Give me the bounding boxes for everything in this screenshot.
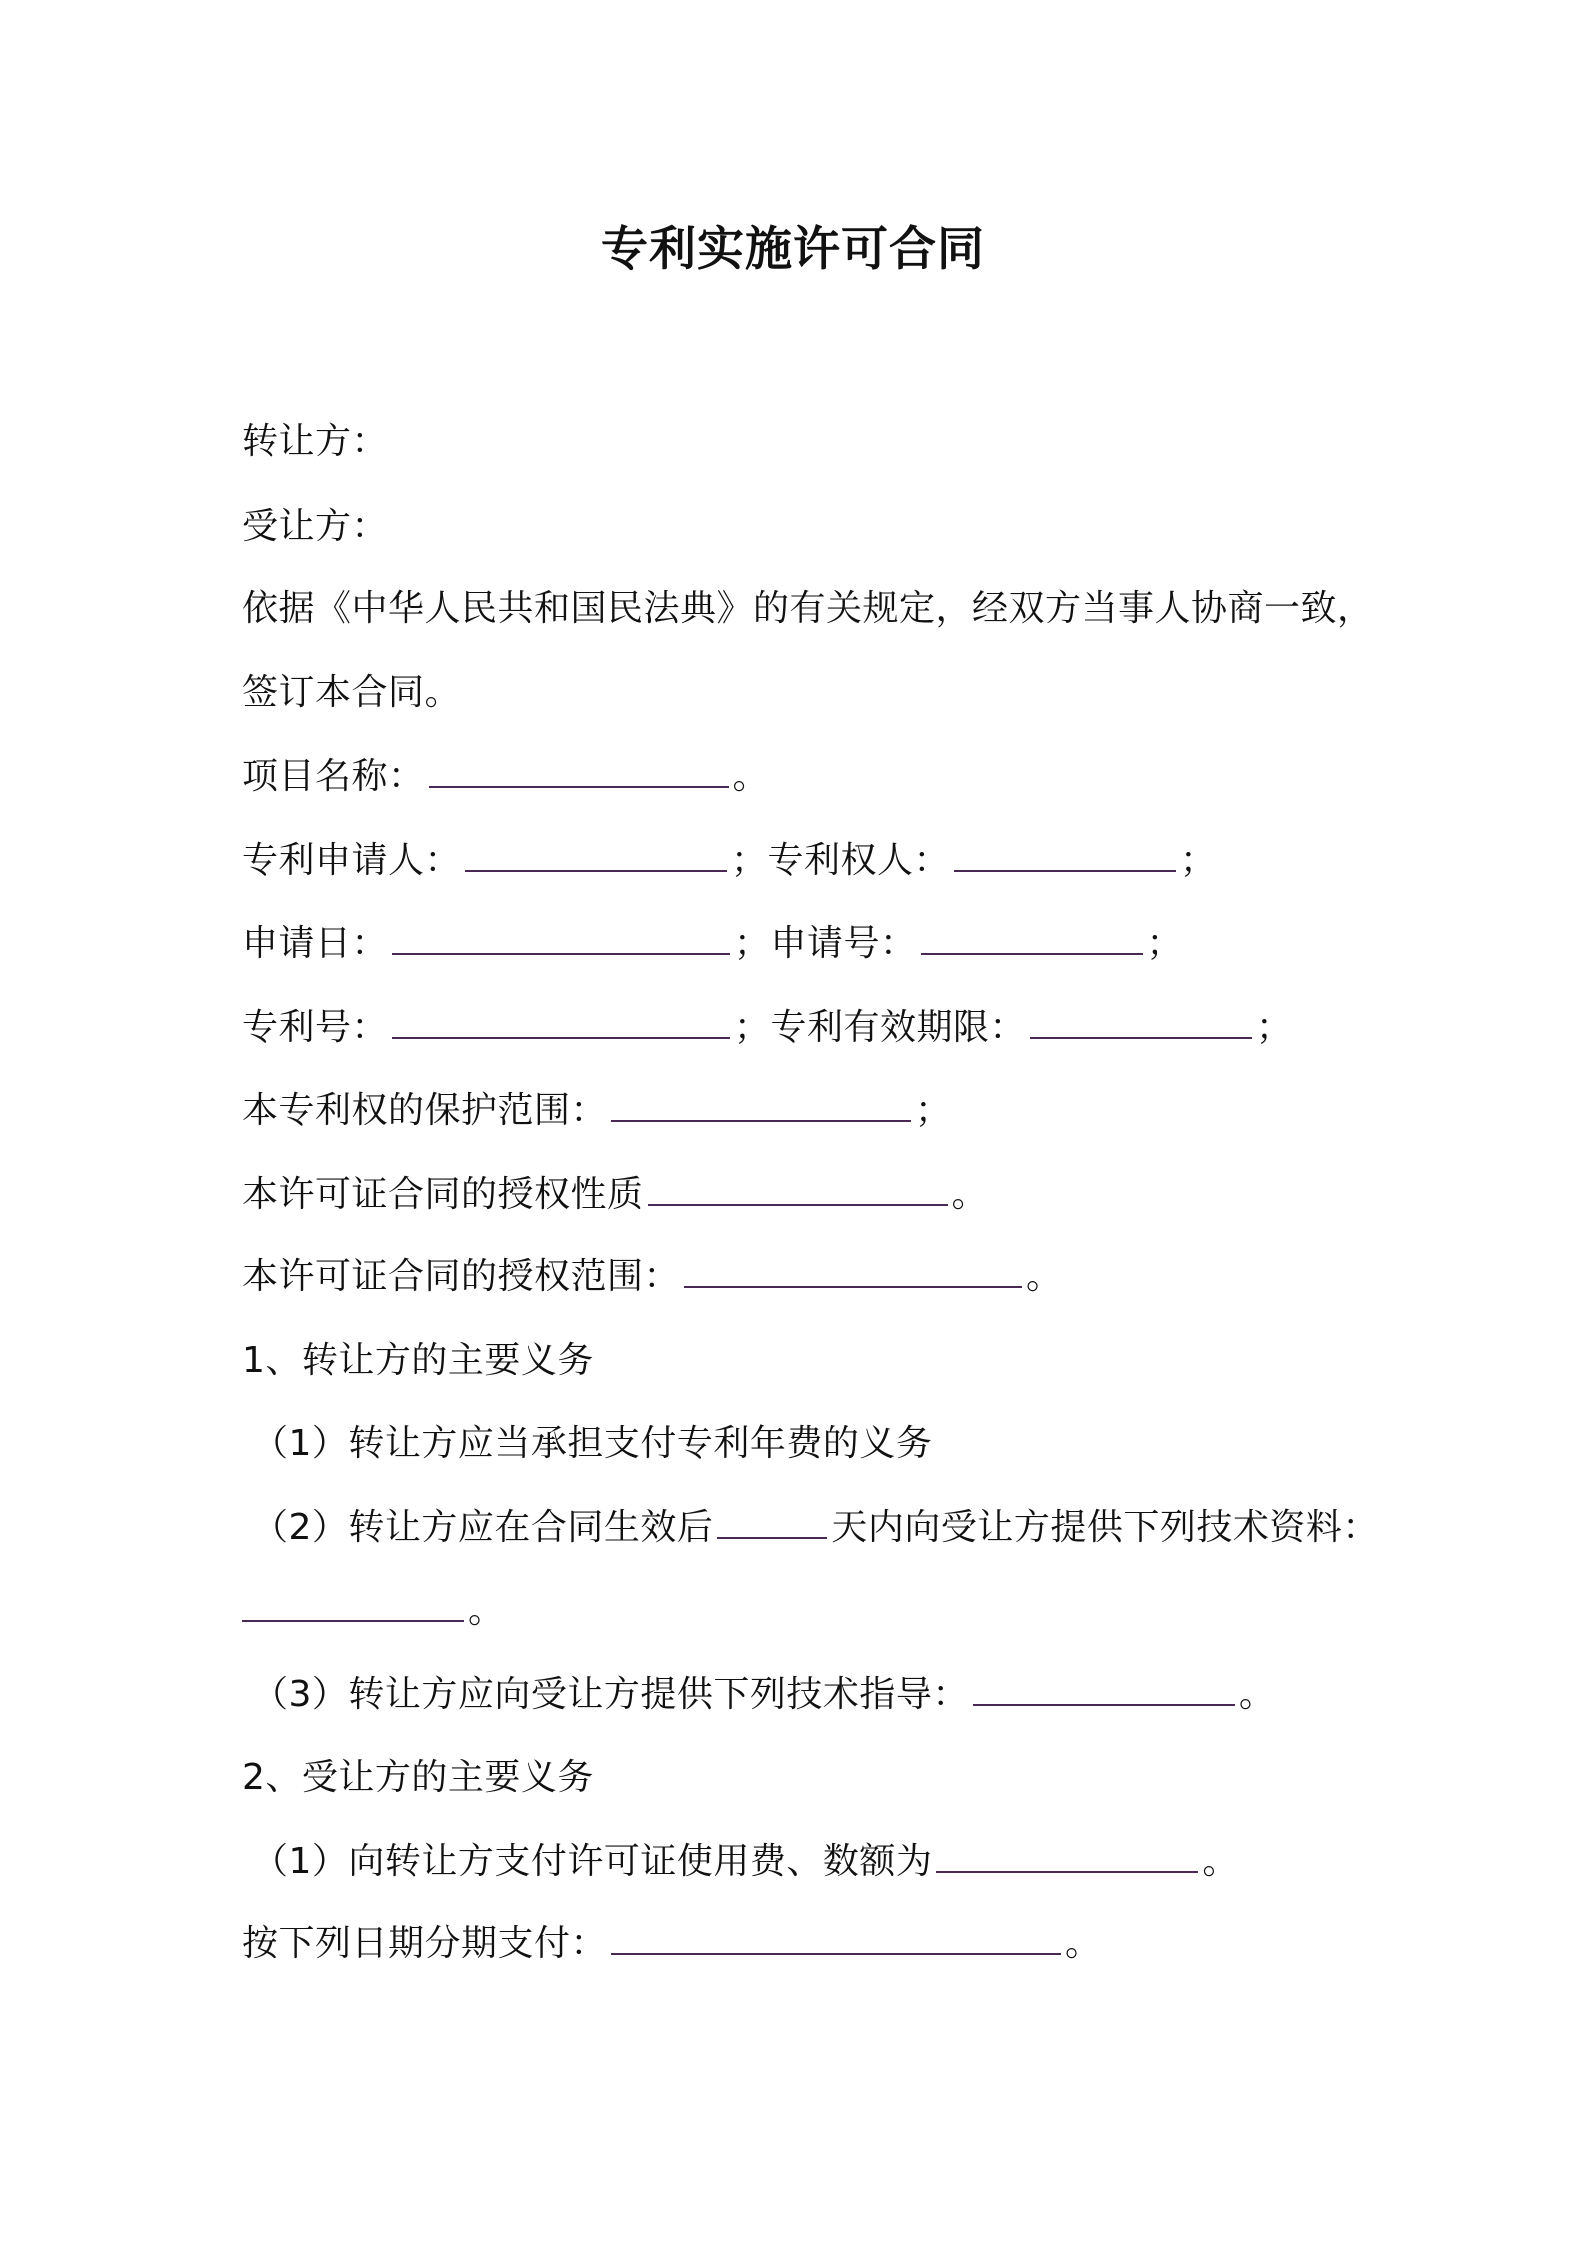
patentee-blank[interactable] — [954, 866, 1176, 872]
validity-label: ；专利有效期限： — [734, 1007, 1027, 1048]
section-1-heading — [242, 1337, 594, 1385]
protection-scope-blank[interactable] — [611, 1116, 911, 1122]
protection-scope-end: ； — [915, 1090, 952, 1131]
protection-scope-label: 本专利权的保护范围： — [242, 1090, 608, 1131]
item-1-1-text: （1）转让方应当承担支付专利年费的义务 — [252, 1423, 933, 1464]
patent-number-label: 专利号： — [242, 1007, 389, 1048]
project-name-blank[interactable] — [429, 782, 729, 788]
transferee-line — [242, 503, 388, 551]
project-name-label: 项目名称： — [242, 756, 425, 797]
transferee-label: 受让方： — [242, 506, 389, 547]
item-1-2-rest: 天内向受让方提供下列技术资料： — [831, 1507, 1379, 1548]
license-nature-end: 。 — [951, 1174, 989, 1215]
item-2-1-label: （1）向转让方支付许可证使用费、数额为 — [252, 1841, 933, 1882]
license-scope-end: 。 — [1026, 1256, 1063, 1297]
patentee-label: ；专利权人： — [731, 840, 951, 881]
license-scope-line — [242, 1253, 1063, 1301]
item-2-1-end: 。 — [1202, 1841, 1239, 1882]
installment-end: 。 — [1065, 1923, 1102, 1964]
license-nature-line — [242, 1171, 988, 1219]
installment-label: 按下列日期分期支付： — [242, 1923, 608, 1964]
item-1-3-end: 。 — [1238, 1674, 1276, 1715]
application-number-label: ；申请号： — [734, 923, 917, 964]
item-1-1-line — [252, 1420, 932, 1468]
transferor-line — [242, 418, 388, 466]
transferor-label: 转让方： — [242, 421, 389, 462]
document-title: 专利实施许可合同 — [601, 222, 985, 277]
tech-materials-blank[interactable] — [242, 1616, 464, 1622]
section-2-heading — [242, 1754, 594, 1802]
license-fee-blank[interactable] — [936, 1867, 1198, 1873]
section-2-text: 2、受让方的主要义务 — [242, 1757, 594, 1798]
applicant-label: 专利申请人： — [242, 840, 462, 881]
basis-text-1: 依据《中华人民共和国民法典》的有关规定，经双方当事人协商一致， — [242, 588, 1374, 629]
validity-end: ； — [1256, 1007, 1293, 1048]
project-name-line — [242, 753, 769, 801]
basis-line-1 — [242, 585, 1374, 633]
days-blank[interactable] — [717, 1533, 827, 1539]
patentee-end: ； — [1180, 840, 1217, 881]
application-number-end: ； — [1146, 923, 1184, 964]
license-nature-blank[interactable] — [648, 1200, 948, 1206]
tech-materials-line — [242, 1587, 505, 1635]
applicant-blank[interactable] — [465, 866, 727, 872]
installment-line — [242, 1920, 1102, 1968]
license-nature-label: 本许可证合同的授权性质 — [242, 1174, 644, 1215]
item-1-2-line — [252, 1504, 1379, 1552]
application-date-label: 申请日： — [242, 923, 389, 964]
tech-guidance-blank[interactable] — [973, 1700, 1235, 1706]
tech-materials-end: 。 — [468, 1590, 505, 1631]
installment-blank[interactable] — [611, 1949, 1061, 1955]
basis-text-2: 签订本合同。 — [242, 672, 462, 713]
patent-number-line — [242, 1004, 1293, 1052]
license-scope-label: 本许可证合同的授权范围： — [242, 1256, 681, 1297]
item-1-3-label: （3）转让方应向受让方提供下列技术指导： — [252, 1674, 969, 1715]
patent-number-blank[interactable] — [392, 1033, 730, 1039]
application-number-blank[interactable] — [921, 949, 1143, 955]
section-1-text: 1、转让方的主要义务 — [242, 1340, 594, 1381]
application-date-line — [242, 920, 1183, 968]
item-1-3-line — [252, 1671, 1275, 1719]
application-date-blank[interactable] — [392, 949, 730, 955]
item-1-2-label: （2）转让方应在合同生效后 — [252, 1507, 714, 1548]
project-name-end: 。 — [732, 756, 770, 797]
applicant-line — [242, 837, 1217, 885]
validity-blank[interactable] — [1030, 1033, 1252, 1039]
item-2-1-line — [252, 1838, 1239, 1886]
license-scope-blank[interactable] — [684, 1282, 1022, 1288]
protection-scope-line — [242, 1087, 952, 1135]
basis-line-2 — [242, 669, 461, 717]
